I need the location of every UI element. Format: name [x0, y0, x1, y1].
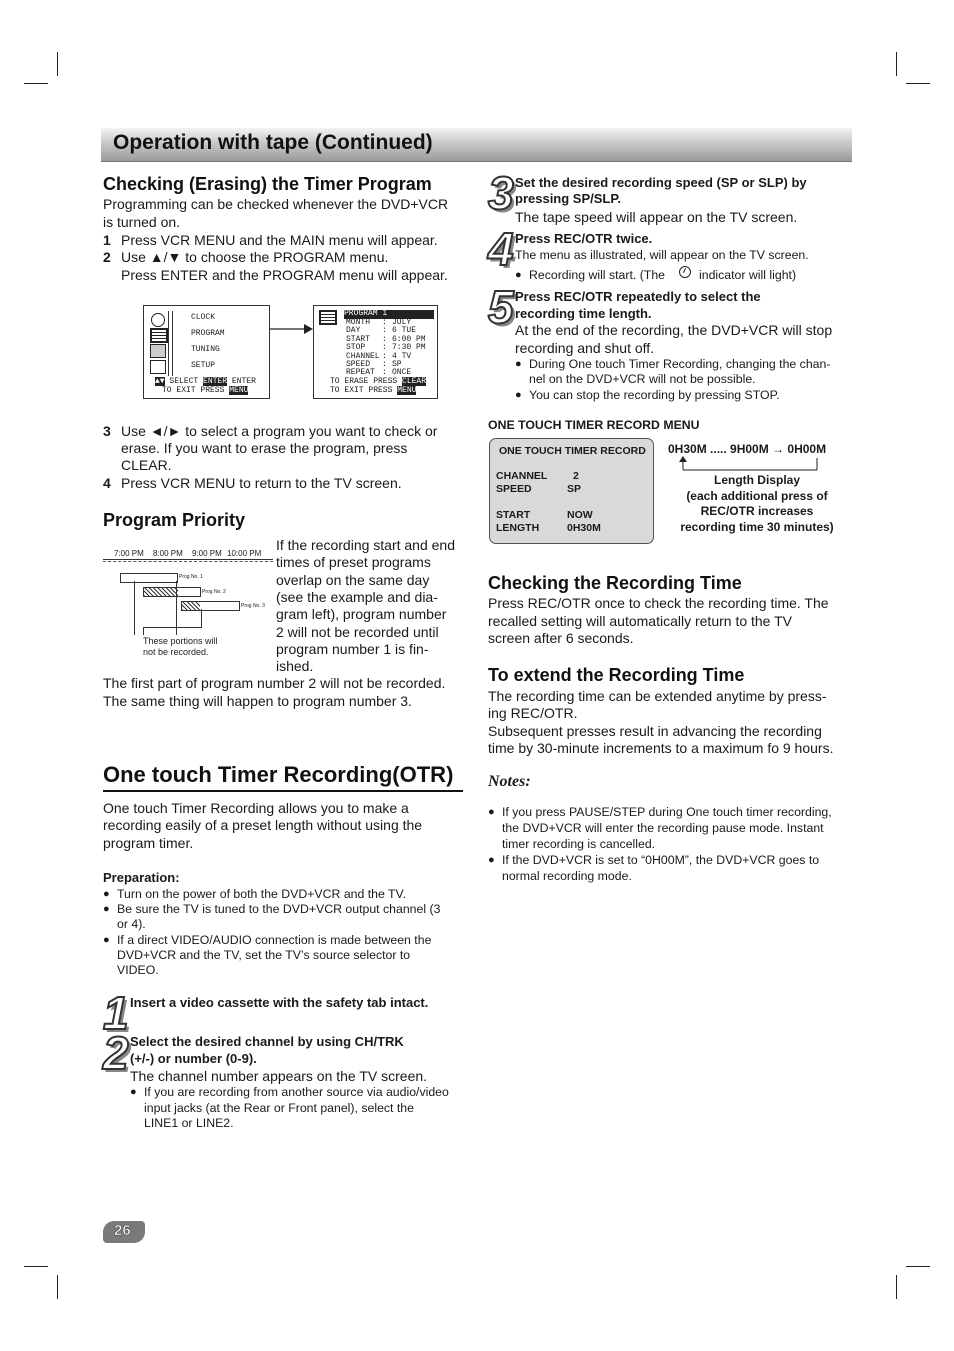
step-number-large: 5 [488, 281, 514, 333]
length-display-note [662, 473, 852, 535]
prep-heading: Preparation: [103, 870, 180, 885]
time-label: 7:00 PM [114, 549, 144, 558]
note-2-2: normal recording mode. [502, 869, 632, 883]
otr-intro-2: recording easily of a preset length without using the [103, 817, 423, 833]
otr-menu-box [489, 438, 654, 544]
priority-text-line: If the recording start and end [276, 537, 455, 553]
row-value: JULY [392, 318, 412, 327]
otr-start-label: START [496, 509, 531, 521]
prep-2a: Be sure the TV is tuned to the DVD+VCR output channel (3 [117, 902, 441, 916]
loop-arrow-icon [676, 456, 822, 472]
page-title: Operation with tape (Continued) [113, 131, 433, 154]
checking-step-3-3: CLEAR. [121, 457, 172, 473]
main-menu-screen [143, 305, 270, 399]
program-footer-2 [330, 387, 416, 396]
step-number: 1 [103, 232, 111, 248]
seq-value: 0H30M [668, 442, 707, 456]
otr-step-4a: Press REC/OTR twice. [515, 231, 653, 246]
crop-mark [896, 52, 897, 76]
footer-text: TO EXIT PRESS [330, 386, 393, 395]
otr-intro-3: program timer. [103, 835, 194, 851]
footer-text: TO ERASE PRESS [330, 377, 398, 386]
row-sep: : [382, 368, 387, 378]
crop-mark [57, 1275, 58, 1299]
divider [168, 311, 169, 376]
otr-length-label: LENGTH [496, 522, 540, 534]
menu-item-program: PROGRAM [191, 329, 225, 338]
time-label: 10:00 PM [227, 549, 262, 558]
row-value: 4 TV [392, 351, 412, 361]
row-sep: : [382, 360, 387, 369]
time-label: 9:00 PM [192, 549, 222, 558]
time-label: 8:00 PM [153, 549, 183, 558]
check-time-3: screen after 6 seconds. [488, 630, 634, 646]
menu-item-clock: CLOCK [191, 313, 216, 322]
menu-item-setup: SETUP [191, 361, 216, 370]
row-sep: : [382, 318, 387, 327]
row-value: 7:30 PM [392, 343, 426, 353]
diagram-caption-1: These portions will [143, 636, 218, 646]
otr-channel-label: CHANNEL [496, 470, 548, 482]
otr-step-2-bullet-1: If you are recording from another source via audio/video [144, 1085, 449, 1099]
length-sequence [668, 442, 826, 456]
bullet-icon: ● [130, 1086, 137, 1098]
row-value: ONCE [392, 368, 412, 378]
bullet-icon: ● [103, 903, 110, 915]
note-line: REC/OTR increases [700, 504, 814, 518]
row-label: DAY [346, 326, 361, 336]
otr-step-4b: The menu as illustrated, will appear on the TV screen. [515, 248, 809, 262]
note-line: Length Display [713, 473, 800, 487]
checking-intro-2: is turned on. [103, 214, 181, 230]
prep-2b: or 4). [117, 917, 146, 931]
step-number: 2 [103, 249, 111, 265]
row-value: SP [392, 360, 402, 369]
priority-text-line: 2 will not be recorded until [276, 623, 439, 640]
priority-heading: Program Priority [103, 510, 246, 530]
prog-label: Prog No. 1 [179, 574, 203, 580]
otr-indicator-icon [679, 266, 691, 278]
page-number: 26 [114, 1222, 131, 1239]
step-number-large: 2 [103, 1027, 129, 1079]
timeline [103, 561, 273, 564]
extend-4: time by 30-minute increments to a maximum fo 9 hours. [488, 740, 834, 756]
otr-step-2a: Select the desired channel by using CH/TRK [130, 1034, 404, 1049]
page-number-badge [103, 1221, 145, 1243]
bullet-icon: ● [515, 358, 522, 370]
otr-step-5-bullet-1a: During One touch Timer Recording, changing the chan- [529, 357, 831, 371]
otr-step-5-bullet-2: You can stop the recording by pressing STOP. [529, 388, 780, 402]
step-number-large: 3 [488, 167, 514, 219]
program-icon [319, 310, 337, 325]
crop-mark [906, 83, 930, 84]
otr-step-5a: Press REC/OTR repeatedly to select the [515, 289, 761, 304]
otr-step-3c: The tape speed will appear on the TV screen. [515, 209, 798, 225]
note-1-2: the DVD+VCR will enter the recording pause mode. Instant [502, 821, 824, 835]
program-header: PROGRAM 1 [344, 310, 434, 319]
otr-step-5-bullet-1b: nel on the DVD+VCR will not be possible. [529, 372, 756, 386]
diagram-caption-2: not be recorded. [143, 647, 209, 657]
bullet-icon: ● [488, 806, 495, 818]
footer-text: TO EXIT PRESS [162, 386, 225, 395]
menu-key: MENU [397, 386, 417, 395]
prog-label: Prog No. 2 [202, 589, 226, 595]
divider [172, 311, 173, 376]
priority-text-line: (see the example and dia- [276, 588, 438, 605]
program-icon [150, 328, 168, 343]
checking-step-1: Press VCR MENU and the MAIN menu will appear. [121, 232, 438, 248]
check-time-heading: Checking the Recording Time [488, 573, 742, 593]
enter-key: ENTER [203, 377, 228, 386]
bullet-icon: ● [103, 888, 110, 900]
seq-value: 0H00M [787, 442, 827, 456]
timeline [103, 559, 273, 560]
priority-text-line: overlap on the same day [276, 571, 430, 588]
footer-text: ENTER [231, 377, 256, 386]
priority-after-2: The same thing will happen to program number 3. [103, 693, 412, 709]
otr-channel-value: 2 [573, 470, 579, 482]
row-label: START [346, 334, 371, 344]
row-label: STOP [346, 343, 366, 353]
crop-mark [896, 1275, 897, 1299]
clock-icon [151, 313, 165, 327]
note-2-1: If the DVD+VCR is set to “0H00M”, the DVD+VCR goes to [502, 853, 820, 867]
priority-text-line: program number 1 is fin- [276, 640, 429, 657]
row-sep: : [382, 334, 387, 344]
otr-step-2-bullet-2: input jacks (at the Rear or Front panel), select the [144, 1101, 414, 1115]
otr-step-5d: recording and shut off. [515, 340, 655, 356]
setup-icon [150, 360, 166, 374]
bullet-icon: ● [103, 934, 110, 946]
check-time-1: Press REC/OTR once to check the recording time. The [488, 595, 829, 611]
row-value: 6:00 PM [392, 334, 426, 344]
extend-3: Subsequent presses result in advancing the recording [488, 723, 822, 739]
arrows-key: ▲▼ [155, 377, 165, 386]
otr-speed-value: SP [567, 483, 582, 495]
row-label: REPEAT [346, 368, 375, 378]
priority-text-line: times of preset programs [276, 554, 431, 571]
menu-item-tuning: TUNING [191, 345, 220, 354]
crop-mark [24, 83, 48, 84]
check-time-2: recalled setting will automatically return to the TV [488, 613, 792, 629]
note-1-3: timer recording is cancelled. [502, 837, 656, 851]
note-line: recording time 30 minutes) [680, 519, 834, 534]
extend-2: ing REC/OTR. [488, 705, 578, 721]
otr-step-2c: The channel number appears on the TV screen. [130, 1068, 428, 1084]
prog-bar-1 [120, 573, 178, 583]
prep-1: Turn on the power of both the DVD+VCR and the TV. [117, 887, 407, 901]
seq-dots: ..... [710, 442, 727, 456]
guide-line [143, 627, 201, 628]
checking-heading: Checking (Erasing) the Timer Program [103, 174, 432, 194]
otr-speed-label: SPEED [496, 483, 532, 495]
guide-line [143, 627, 144, 635]
title-bar [101, 128, 852, 162]
priority-text-line: gram left), program number [276, 606, 447, 623]
row-sep: : [382, 351, 387, 361]
tuning-icon [150, 344, 166, 358]
otr-step-3b: pressing SP/SLP. [515, 191, 621, 206]
otr-step-2-bullet-3: LINE1 or LINE2. [144, 1116, 234, 1130]
crop-mark [57, 52, 58, 76]
row-value: 6 TUE [392, 326, 417, 336]
prep-3c: VIDEO. [117, 963, 159, 977]
bullet-icon: ● [515, 269, 522, 281]
step-number-large: 4 [488, 223, 514, 275]
step-number: 3 [103, 423, 111, 439]
prep-3a: If a direct VIDEO/AUDIO connection is made between the [117, 933, 432, 947]
checking-step-2b: Press ENTER and the PROGRAM menu will appear. [121, 267, 448, 283]
footer-text: SELECT [169, 377, 199, 386]
arrow-right-icon: → [772, 442, 785, 456]
step-number: 4 [103, 475, 111, 491]
otr-step-4-bullet-a: Recording will start. (The [529, 268, 665, 282]
row-sep: : [382, 343, 387, 353]
bullet-icon: ● [488, 854, 495, 866]
otr-intro-1: One touch Timer Recording allows you to make a [103, 800, 409, 816]
note-line: (each additional press of [686, 488, 828, 503]
prog-bar-2 [143, 587, 201, 597]
otr-start-value: NOW [567, 509, 593, 521]
otr-length-value: 0H30M [567, 522, 601, 534]
otr-box-title: ONE TOUCH TIMER RECORD [499, 445, 646, 457]
row-sep: : [382, 326, 387, 336]
otr-heading: One touch Timer Recording(OTR) [103, 762, 454, 787]
otr-menu-caption: ONE TOUCH TIMER RECORD MENU [488, 418, 700, 432]
otr-step-2b: (+/-) or number (0-9). [130, 1051, 257, 1066]
checking-step-3-2: erase. If you want to erase the program, press [121, 440, 408, 456]
clear-key: CLEAR [402, 377, 427, 386]
menu-key: MENU [229, 386, 249, 395]
checking-intro-1: Programming can be checked whenever the DVD+VCR [103, 196, 449, 212]
seq-value: 9H00M [730, 442, 769, 456]
otr-step-1: Insert a video cassette with the safety tab intact. [130, 995, 429, 1010]
guide-line [201, 609, 202, 628]
crop-mark [906, 1266, 930, 1267]
otr-step-3a: Set the desired recording speed (SP or SLP) by [515, 175, 807, 190]
row-label: SPEED [346, 360, 371, 369]
crop-mark [24, 1266, 48, 1267]
notes-heading: Notes: [488, 773, 531, 790]
program-menu-screen [313, 305, 438, 399]
prog-label: Prog No. 3 [241, 603, 265, 609]
otr-step-5c: At the end of the recording, the DVD+VCR will stop [515, 322, 833, 338]
priority-after-1: The first part of program number 2 will not be recorded. [103, 675, 446, 691]
checking-step-2a: Use ▲/▼ to choose the PROGRAM menu. [121, 249, 389, 265]
row-label: MONTH [346, 318, 371, 327]
extend-1: The recording time can be extended anytime by press- [488, 688, 827, 704]
note-1-1: If you press PAUSE/STEP during One touch timer recording, [502, 805, 832, 819]
prog-bar-3 [181, 601, 240, 611]
otr-step-5b: recording time length. [515, 306, 652, 321]
priority-diagram [103, 543, 273, 663]
heading-underline [103, 790, 463, 792]
priority-text-line: ished. [276, 658, 314, 675]
guide-line [134, 581, 135, 635]
prep-3b: DVD+VCR and the TV, set the TV’s source selector to [117, 948, 411, 962]
checking-step-4: Press VCR MENU to return to the TV screen. [121, 475, 402, 491]
checking-step-3-1: Use ◄/► to select a program you want to check or [121, 423, 438, 439]
bullet-icon: ● [515, 389, 522, 401]
extend-heading: To extend the Recording Time [488, 665, 745, 685]
arrow-right-icon [268, 322, 314, 336]
row-label: CHANNEL [346, 351, 380, 361]
otr-step-4-bullet-b: indicator will light) [699, 268, 797, 282]
step-number-large: 1 [103, 987, 129, 1039]
menu-footer-2 [162, 387, 248, 396]
